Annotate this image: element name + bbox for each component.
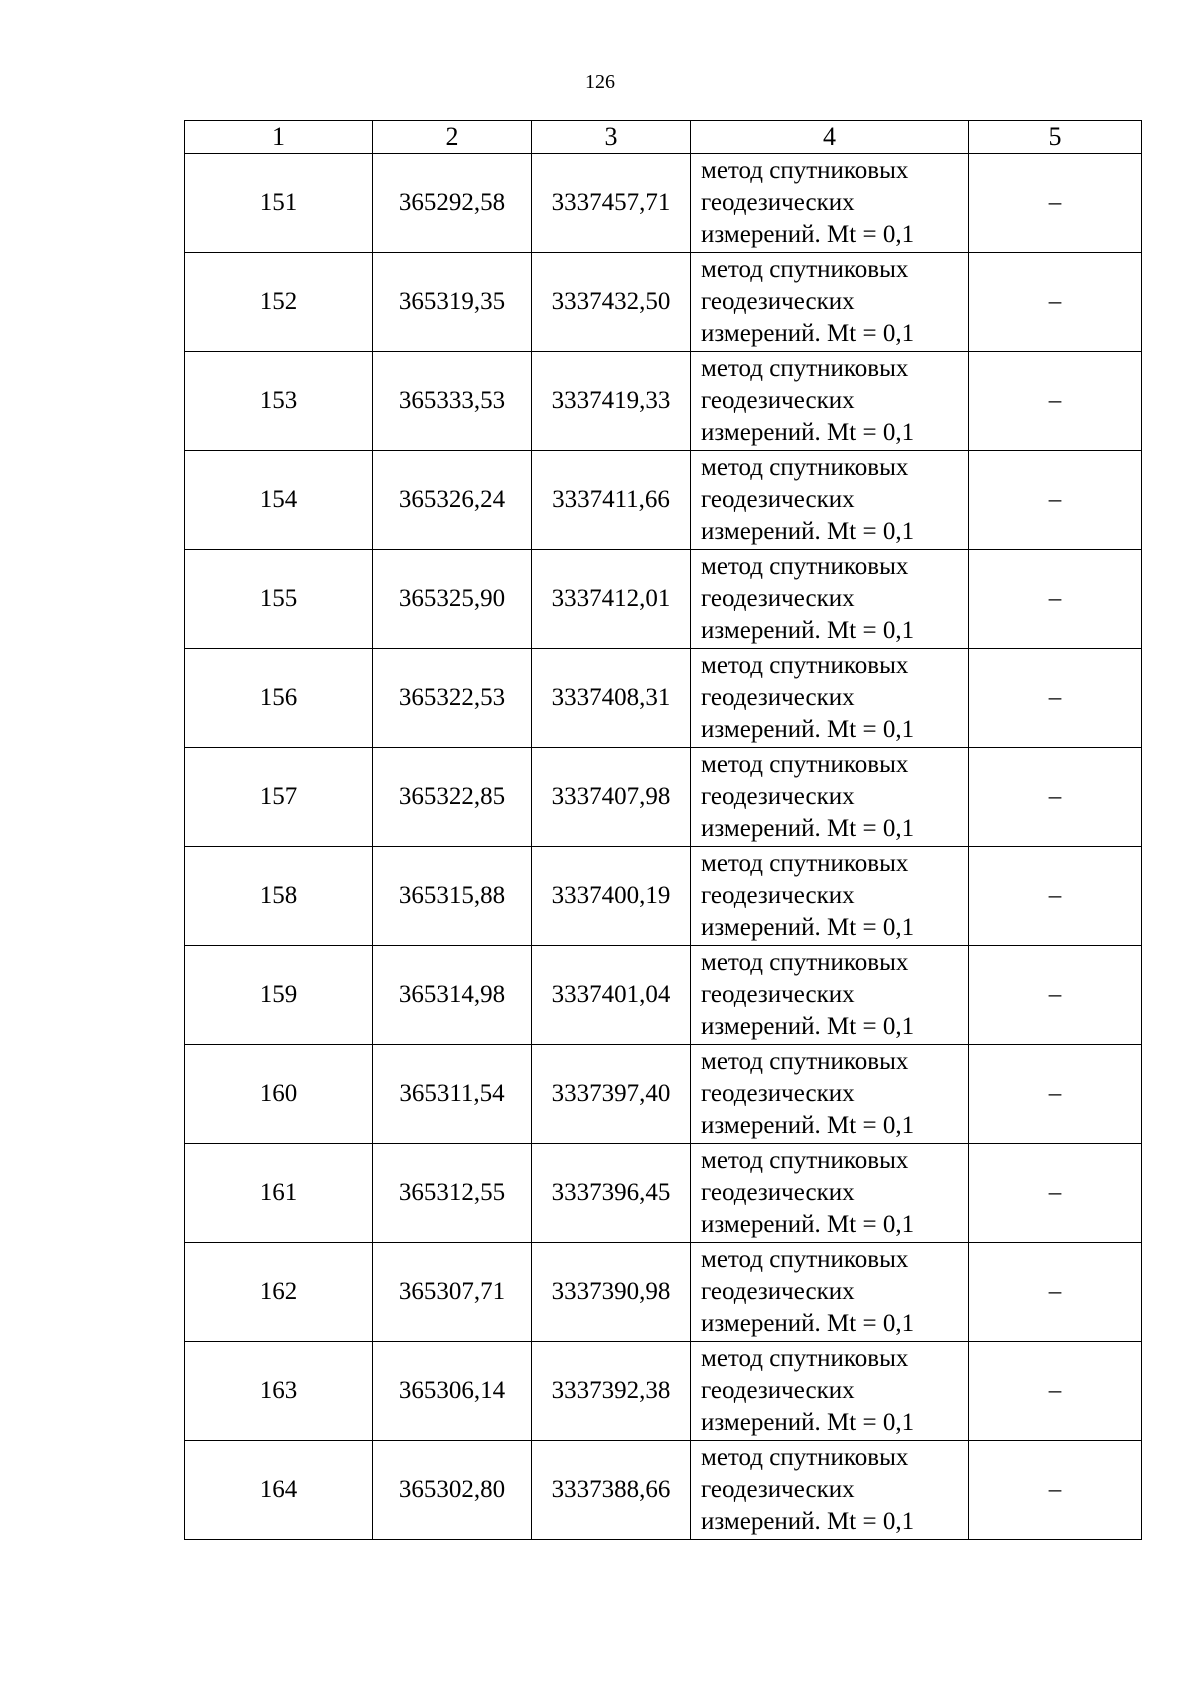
- method-line: измерений. Mt = 0,1: [701, 1409, 915, 1436]
- method-line: метод спутниковых: [701, 454, 909, 481]
- note-cell: –: [969, 1243, 1142, 1342]
- method-line: геодезических: [701, 1080, 855, 1107]
- point-number-cell: 151: [185, 154, 373, 253]
- x-coordinate-cell: 365322,53: [373, 649, 532, 748]
- method-line: геодезических: [701, 981, 855, 1008]
- method-line: измерений. Mt = 0,1: [701, 320, 915, 347]
- method-line: геодезических: [701, 1278, 855, 1305]
- point-number-cell: 161: [185, 1144, 373, 1243]
- method-cell: [691, 946, 969, 1045]
- column-header-1: 1: [185, 121, 373, 154]
- point-number-cell: 153: [185, 352, 373, 451]
- note-cell: –: [969, 748, 1142, 847]
- note-cell: –: [969, 550, 1142, 649]
- table-row: [185, 1342, 1142, 1441]
- x-coordinate-cell: 365326,24: [373, 451, 532, 550]
- method-line: измерений. Mt = 0,1: [701, 1508, 915, 1535]
- column-header-3: 3: [532, 121, 691, 154]
- x-coordinate-cell: 365319,35: [373, 253, 532, 352]
- x-coordinate-cell: 365302,80: [373, 1441, 532, 1540]
- note-cell: –: [969, 253, 1142, 352]
- method-line: геодезических: [701, 189, 855, 216]
- method-line: измерений. Mt = 0,1: [701, 419, 915, 446]
- x-coordinate-cell: 365322,85: [373, 748, 532, 847]
- point-number-cell: 154: [185, 451, 373, 550]
- x-coordinate-cell: 365325,90: [373, 550, 532, 649]
- table-row: [185, 649, 1142, 748]
- method-line: метод спутниковых: [701, 652, 909, 679]
- y-coordinate-cell: 3337419,33: [532, 352, 691, 451]
- table-row: [185, 154, 1142, 253]
- method-cell: [691, 748, 969, 847]
- y-coordinate-cell: 3337407,98: [532, 748, 691, 847]
- method-cell: [691, 1441, 969, 1540]
- point-number-cell: 160: [185, 1045, 373, 1144]
- column-header-5: 5: [969, 121, 1142, 154]
- table-row: [185, 451, 1142, 550]
- method-line: геодезических: [701, 585, 855, 612]
- point-number-cell: 164: [185, 1441, 373, 1540]
- point-number-cell: 163: [185, 1342, 373, 1441]
- point-number-cell: 156: [185, 649, 373, 748]
- method-line: измерений. Mt = 0,1: [701, 1211, 915, 1238]
- coordinates-table: [184, 120, 1142, 1540]
- method-line: измерений. Mt = 0,1: [701, 815, 915, 842]
- note-cell: –: [969, 352, 1142, 451]
- method-line: измерений. Mt = 0,1: [701, 518, 915, 545]
- method-line: измерений. Mt = 0,1: [701, 1310, 915, 1337]
- note-cell: –: [969, 154, 1142, 253]
- point-number-cell: 157: [185, 748, 373, 847]
- point-number-cell: 162: [185, 1243, 373, 1342]
- note-cell: –: [969, 1342, 1142, 1441]
- y-coordinate-cell: 3337400,19: [532, 847, 691, 946]
- method-line: геодезических: [701, 1179, 855, 1206]
- method-cell: [691, 1342, 969, 1441]
- x-coordinate-cell: 365315,88: [373, 847, 532, 946]
- x-coordinate-cell: 365292,58: [373, 154, 532, 253]
- y-coordinate-cell: 3337457,71: [532, 154, 691, 253]
- y-coordinate-cell: 3337401,04: [532, 946, 691, 1045]
- method-line: измерений. Mt = 0,1: [701, 221, 915, 248]
- method-line: метод спутниковых: [701, 1048, 909, 1075]
- note-cell: –: [969, 649, 1142, 748]
- y-coordinate-cell: 3337408,31: [532, 649, 691, 748]
- method-cell: [691, 154, 969, 253]
- method-line: геодезических: [701, 783, 855, 810]
- note-cell: –: [969, 1144, 1142, 1243]
- method-cell: [691, 451, 969, 550]
- method-line: измерений. Mt = 0,1: [701, 1112, 915, 1139]
- table-row: [185, 352, 1142, 451]
- y-coordinate-cell: 3337388,66: [532, 1441, 691, 1540]
- column-header-2: 2: [373, 121, 532, 154]
- method-line: метод спутниковых: [701, 256, 909, 283]
- method-cell: [691, 1144, 969, 1243]
- table-row: [185, 946, 1142, 1045]
- table-row: [185, 1045, 1142, 1144]
- method-line: измерений. Mt = 0,1: [701, 1013, 915, 1040]
- method-line: метод спутниковых: [701, 355, 909, 382]
- column-header-4: 4: [691, 121, 969, 154]
- table-row: [185, 253, 1142, 352]
- table-row: [185, 1144, 1142, 1243]
- method-line: метод спутниковых: [701, 1444, 909, 1471]
- method-line: измерений. Mt = 0,1: [701, 617, 915, 644]
- y-coordinate-cell: 3337397,40: [532, 1045, 691, 1144]
- method-line: метод спутниковых: [701, 1345, 909, 1372]
- y-coordinate-cell: 3337411,66: [532, 451, 691, 550]
- method-line: геодезических: [701, 1377, 855, 1404]
- x-coordinate-cell: 365306,14: [373, 1342, 532, 1441]
- method-cell: [691, 253, 969, 352]
- y-coordinate-cell: 3337396,45: [532, 1144, 691, 1243]
- table-row: [185, 748, 1142, 847]
- table-row: [185, 1243, 1142, 1342]
- point-number-cell: 155: [185, 550, 373, 649]
- note-cell: –: [969, 1045, 1142, 1144]
- method-line: геодезических: [701, 486, 855, 513]
- x-coordinate-cell: 365333,53: [373, 352, 532, 451]
- method-cell: [691, 649, 969, 748]
- header-row: [185, 121, 1142, 154]
- table-header: [185, 121, 1142, 154]
- point-number-cell: 159: [185, 946, 373, 1045]
- table-row: [185, 847, 1142, 946]
- method-cell: [691, 847, 969, 946]
- method-line: метод спутниковых: [701, 157, 909, 184]
- table-row: [185, 550, 1142, 649]
- note-cell: –: [969, 847, 1142, 946]
- table-body: [185, 154, 1142, 1540]
- x-coordinate-cell: 365312,55: [373, 1144, 532, 1243]
- note-cell: –: [969, 1441, 1142, 1540]
- method-line: геодезических: [701, 882, 855, 909]
- y-coordinate-cell: 3337392,38: [532, 1342, 691, 1441]
- method-cell: [691, 550, 969, 649]
- method-cell: [691, 1045, 969, 1144]
- method-line: геодезических: [701, 1476, 855, 1503]
- method-line: метод спутниковых: [701, 1246, 909, 1273]
- table-row: [185, 1441, 1142, 1540]
- point-number-cell: 152: [185, 253, 373, 352]
- method-line: геодезических: [701, 684, 855, 711]
- method-line: метод спутниковых: [701, 1147, 909, 1174]
- method-cell: [691, 1243, 969, 1342]
- method-line: геодезических: [701, 387, 855, 414]
- point-number-cell: 158: [185, 847, 373, 946]
- method-cell: [691, 352, 969, 451]
- y-coordinate-cell: 3337412,01: [532, 550, 691, 649]
- page-number: 126: [585, 71, 615, 93]
- method-line: измерений. Mt = 0,1: [701, 914, 915, 941]
- method-line: геодезических: [701, 288, 855, 315]
- method-line: метод спутниковых: [701, 553, 909, 580]
- y-coordinate-cell: 3337432,50: [532, 253, 691, 352]
- method-line: метод спутниковых: [701, 949, 909, 976]
- method-line: метод спутниковых: [701, 850, 909, 877]
- method-line: измерений. Mt = 0,1: [701, 716, 915, 743]
- note-cell: –: [969, 451, 1142, 550]
- x-coordinate-cell: 365307,71: [373, 1243, 532, 1342]
- method-line: метод спутниковых: [701, 751, 909, 778]
- note-cell: –: [969, 946, 1142, 1045]
- x-coordinate-cell: 365314,98: [373, 946, 532, 1045]
- y-coordinate-cell: 3337390,98: [532, 1243, 691, 1342]
- x-coordinate-cell: 365311,54: [373, 1045, 532, 1144]
